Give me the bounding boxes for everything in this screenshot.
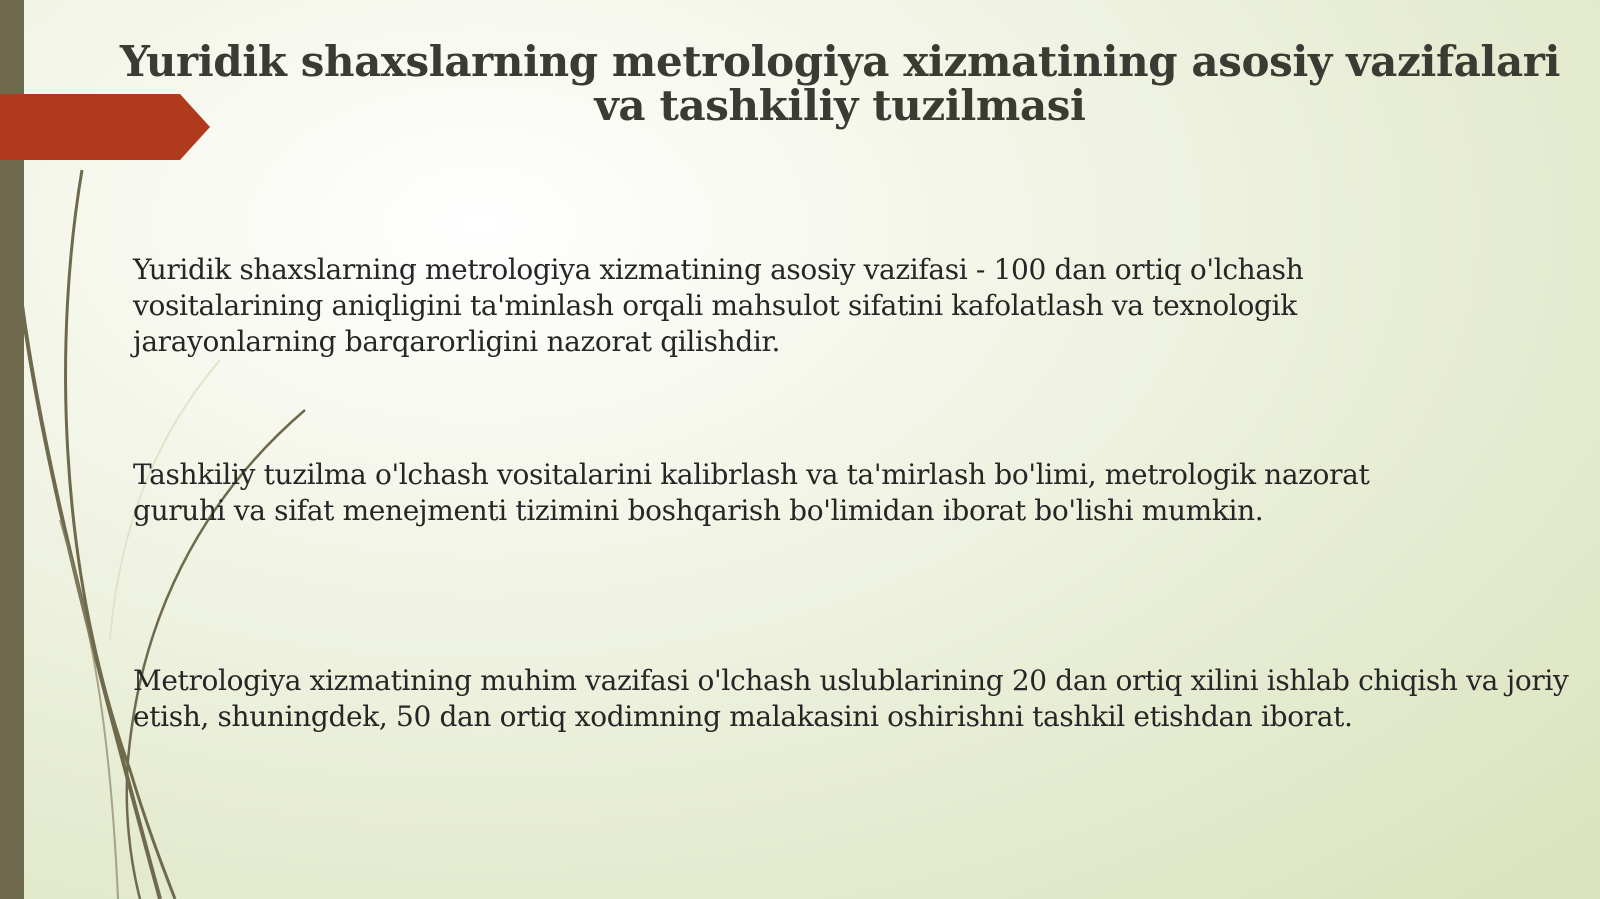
paragraph-main-task: Yuridik shaxslarning metrologiya xizmatining asosiy vazifasi - 100 dan ortiq o'lchash vositalarining aniqligini ta'minlash orqali mahsulot sifatini kafolatlash va texnologik jarayonlarning barqarorligini nazorat qilishdir.	[133, 253, 1304, 358]
slide-title: Yuridik shaxslarning metrologiya xizmatining asosiy vazifalari va tashkiliy tuzilmasi	[119, 37, 1561, 130]
paragraph-important-task: Metrologiya xizmatining muhim vazifasi o'lchash uslublarining 20 dan ortiq xilini ishlab chiqish va joriy etish, shuningdek, 50 dan ortiq xodimning malakasini oshirishni tashkil etishdan iborat.	[133, 664, 1569, 733]
paragraph-structure: Tashkiliy tuzilma o'lchash vositalarini kalibrlash va ta'mirlash bo'limi, metrologik nazorat guruhi va sifat menejmenti tizimini boshqarish bo'limidan iborat bo'lishi mumkin.	[133, 458, 1370, 527]
